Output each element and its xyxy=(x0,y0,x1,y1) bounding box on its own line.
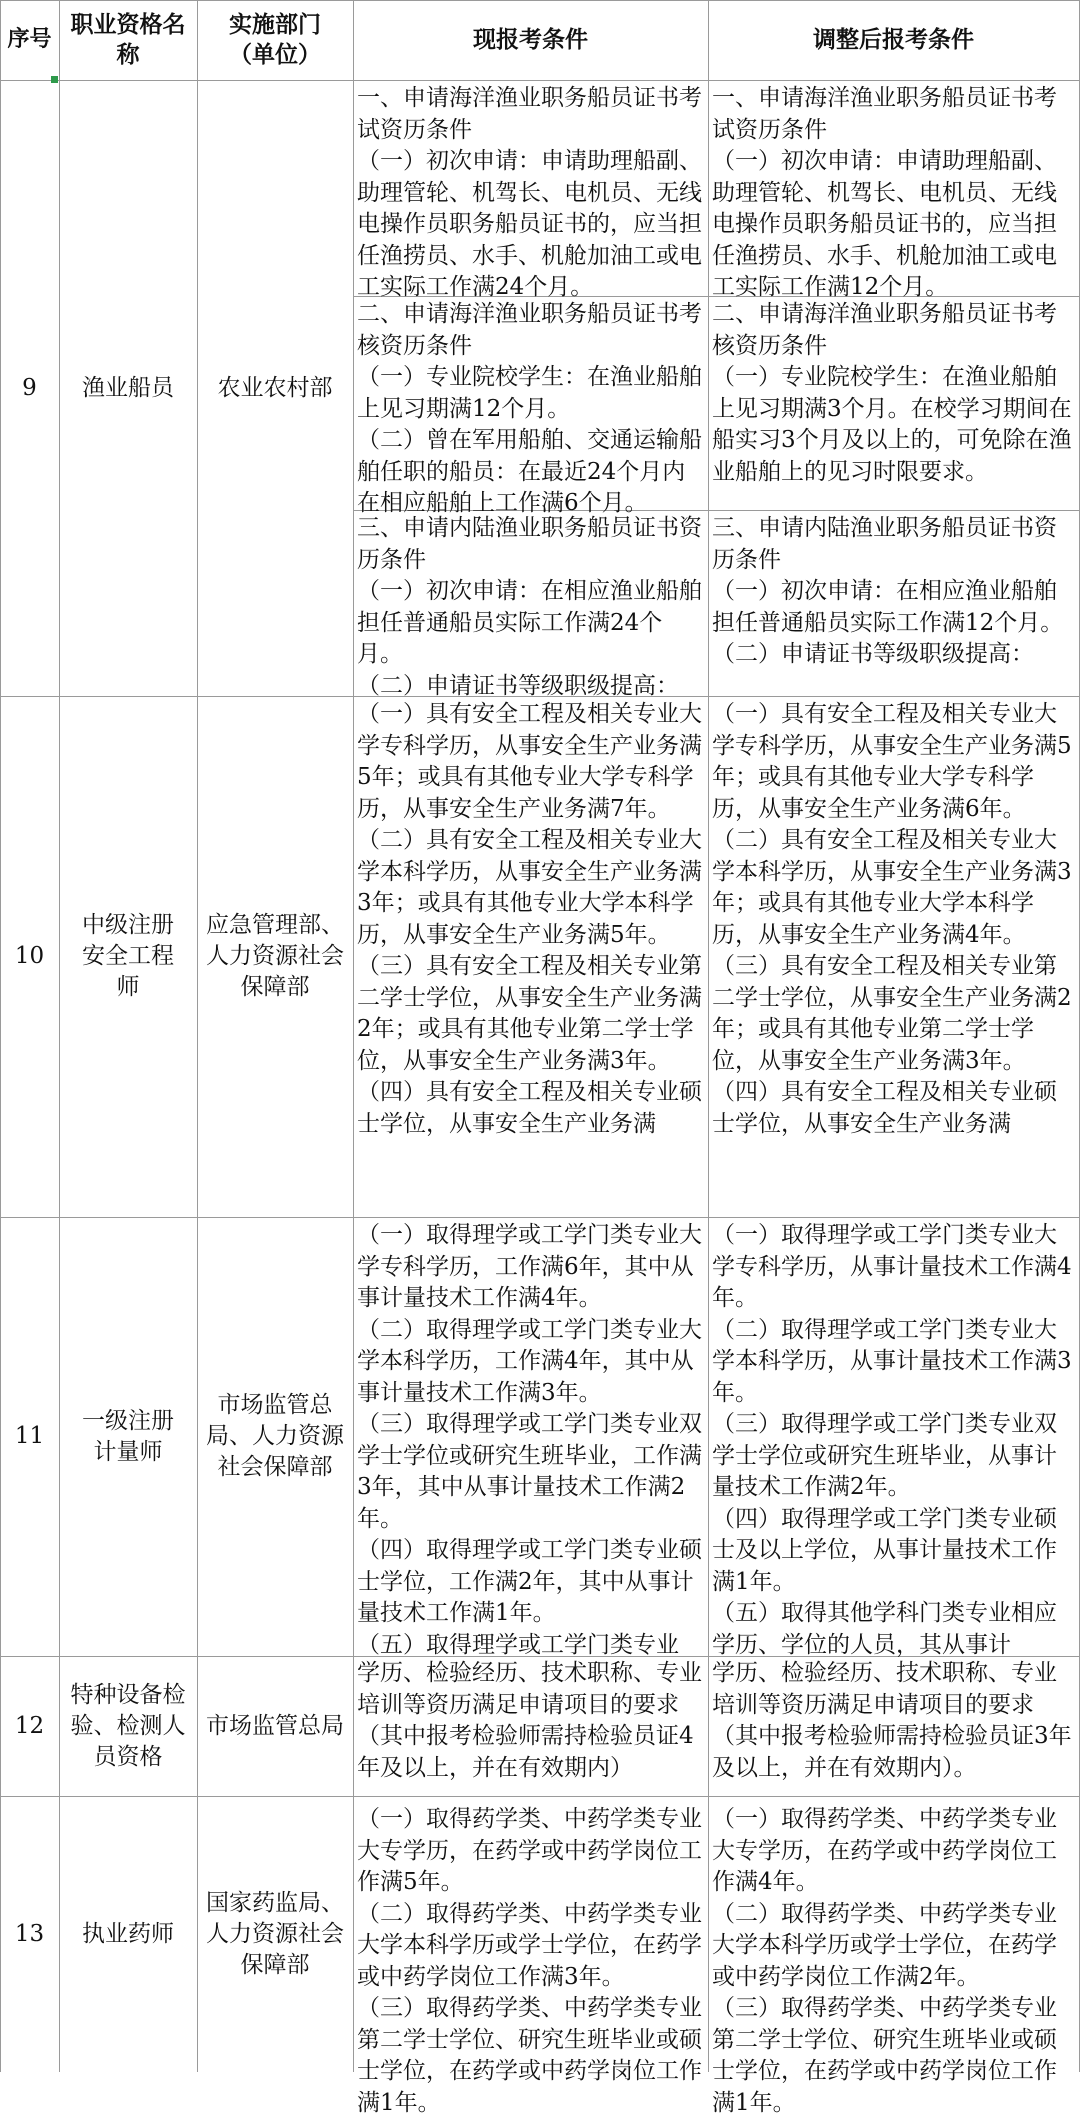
adjusted-conditions-cell xyxy=(708,1656,1079,1796)
condition-line: 学历、检验经历、技术职称、专业培训等资历满足申请项目的要求（其中报考检验师需持检验员证4年及以上，并在有效期内） xyxy=(357,1660,702,1781)
header-name: 职业资格名称 xyxy=(70,12,186,68)
current-conditions-cell xyxy=(353,510,708,699)
current-conditions-cell xyxy=(353,80,708,300)
header-adjusted: 调整后报考条件 xyxy=(813,27,974,53)
row-name: 特种设备检验、检测人员资格 xyxy=(70,1681,186,1770)
row-name: 中级注册安全工程师 xyxy=(82,912,174,1000)
condition-line: （五）取得理学或工学门类专业 xyxy=(357,1631,679,1658)
row-name: 执业药师 xyxy=(82,1920,174,1947)
condition-line: （一）取得药学类、中药学类专业大专学历，在药学或中药学岗位工作满5年。 xyxy=(357,1806,702,1895)
row-name: 一级注册计量师 xyxy=(82,1407,174,1465)
current-conditions-cell xyxy=(353,1656,708,1796)
row-dept: 应急管理部、人力资源社会保障部 xyxy=(206,912,344,1000)
adjusted-conditions-cell xyxy=(708,80,1079,300)
adjusted-conditions-cell xyxy=(708,1217,1079,1656)
row-name: 渔业船员 xyxy=(82,374,174,401)
condition-line: （三）取得药学类、中药学类专业第二学士学位、研究生班毕业或硕士学位，在药学或中药学岗位工作满1年。 xyxy=(357,1995,702,2116)
condition-line: （二）具有安全工程及相关专业大学本科学历，从事安全生产业务满3年；或具有其他专业大学本科学历，从事安全生产业务满5年。 xyxy=(357,827,702,948)
condition-line: 三、申请内陆渔业职务船员证书资历条件 xyxy=(357,515,702,573)
current-conditions-cell xyxy=(353,1796,708,2116)
condition-line: （一）取得理学或工学门类专业大学专科学历，工作满6年，其中从事计量技术工作满4年。 xyxy=(357,1222,702,1311)
condition-line: （二）取得理学或工学门类专业大学本科学历，从事计量技术工作满3年。 xyxy=(712,1316,1072,1406)
adjusted-conditions-cell xyxy=(708,696,1079,1217)
adjusted-conditions-cell xyxy=(708,510,1079,696)
condition-line: （三）具有安全工程及相关专业第二学士学位，从事安全生产业务满2年；或具有其他专业第二学士学位，从事安全生产业务满3年。 xyxy=(357,953,702,1074)
row-dept: 市场监管总局、人力资源社会保障部 xyxy=(206,1392,344,1480)
header-seq: 序号 xyxy=(7,27,52,52)
condition-line: （一）初次申请：在相应渔业船舶担任普通船员实际工作满24个月。 xyxy=(357,578,702,667)
condition-line: 一、申请海洋渔业职务船员证书考试资历条件 xyxy=(357,85,702,143)
condition-line: （四）取得理学或工学门类专业硕士学位，工作满2年，其中从事计量技术工作满1年。 xyxy=(357,1537,702,1626)
row-seq: 9 xyxy=(22,374,37,401)
row-dept: 国家药监局、人力资源社会保障部 xyxy=(206,1889,344,1978)
condition-line: （三）取得理学或工学门类专业双学士学位或研究生班毕业，从事计量技术工作满2年。 xyxy=(712,1411,1057,1500)
condition-line: （一）专业院校学生：在渔业船舶上见习期满12个月。 xyxy=(357,364,702,422)
row-seq: 13 xyxy=(14,1920,45,1947)
condition-line: （一）专业院校学生：在渔业船舶上见习期满3个月。在校学习期间在船实习3个月及以上的，可免除在渔业船舶上的见习时限要求。 xyxy=(712,364,1072,485)
condition-line: （一）具有安全工程及相关专业大学专科学历，从事安全生产业务满5年；或具有其他专业大学专科学历，从事安全生产业务满6年。 xyxy=(712,701,1072,822)
condition-line: （三）具有安全工程及相关专业第二学士学位，从事安全生产业务满2年；或具有其他专业第二学士学位，从事安全生产业务满3年。 xyxy=(712,953,1072,1074)
condition-line: （二）具有安全工程及相关专业大学本科学历，从事安全生产业务满3年；或具有其他专业大学本科学历，从事安全生产业务满4年。 xyxy=(712,827,1072,948)
condition-line: （一）取得理学或工学门类专业大学专科学历，从事计量技术工作满4年。 xyxy=(712,1222,1072,1311)
condition-line: 二、申请海洋渔业职务船员证书考核资历条件 xyxy=(712,301,1057,359)
condition-line: （二）取得药学类、中药学类专业大学本科学历或学士学位，在药学或中药学岗位工作满3年。 xyxy=(357,1900,702,1990)
header-current: 现报考条件 xyxy=(473,27,588,53)
condition-line: （二）曾在军用船舶、交通运输船舶任职的船员：在最近24个月内在相应船舶上工作满6个月。 xyxy=(357,427,702,516)
current-conditions-cell xyxy=(353,1217,708,1656)
condition-line: （一）初次申请：申请助理船副、助理管轮、机驾长、电机员、无线电操作员职务船员证书的，应当担任渔捞员、水手、机舱加油工或电工实际工作满24个月。 xyxy=(357,148,702,300)
condition-line: 一、申请海洋渔业职务船员证书考试资历条件 xyxy=(712,85,1057,143)
condition-line: （四）取得理学或工学门类专业硕士及以上学位，从事计量技术工作满1年。 xyxy=(712,1505,1057,1595)
condition-line: 二、申请海洋渔业职务船员证书考核资历条件 xyxy=(357,301,702,359)
condition-line: （四）具有安全工程及相关专业硕士学位，从事安全生产业务满 xyxy=(712,1079,1057,1137)
condition-line: （一）初次申请：申请助理船副、助理管轮、机驾长、电机员、无线电操作员职务船员证书的，应当担任渔捞员、水手、机舱加油工或电工实际工作满12个月。 xyxy=(712,148,1057,300)
header-dept: 实施部门（单位） xyxy=(229,12,321,68)
condition-line: （二）申请证书等级职级提高： xyxy=(712,641,1034,667)
condition-line: （五）取得其他学科门类专业相应学历、学位的人员，其从事计 xyxy=(712,1600,1057,1658)
row-seq: 11 xyxy=(14,1423,45,1449)
adjusted-conditions-cell xyxy=(708,296,1079,510)
condition-line: （二）取得药学类、中药学类专业大学本科学历或学士学位，在药学或中药学岗位工作满2年。 xyxy=(712,1900,1057,1990)
current-conditions-cell xyxy=(353,696,708,1217)
current-conditions-cell xyxy=(353,296,708,516)
condition-line: （一）取得药学类、中药学类专业大专学历，在药学或中药学岗位工作满4年。 xyxy=(712,1806,1057,1895)
condition-line: （二）取得理学或工学门类专业大学本科学历，工作满4年，其中从事计量技术工作满3年。 xyxy=(357,1316,702,1406)
row-dept: 农业农村部 xyxy=(217,374,333,401)
condition-line: （三）取得药学类、中药学类专业第二学士学位、研究生班毕业或硕士学位，在药学或中药学岗位工作满1年。 xyxy=(712,1995,1057,2116)
adjusted-conditions-cell xyxy=(708,1796,1079,2116)
row-seq: 10 xyxy=(14,943,45,969)
condition-line: 三、申请内陆渔业职务船员证书资历条件 xyxy=(712,515,1057,573)
condition-line: （一）具有安全工程及相关专业大学专科学历，从事安全生产业务满5年；或具有其他专业大学专科学历，从事安全生产业务满7年。 xyxy=(357,701,702,822)
condition-line: 学历、检验经历、技术职称、专业培训等资历满足申请项目的要求（其中报考检验师需持检验员证3年及以上，并在有效期内）。 xyxy=(712,1660,1072,1781)
row-seq: 12 xyxy=(14,1712,45,1739)
condition-line: （三）取得理学或工学门类专业双学士学位或研究生班毕业，工作满3年，其中从事计量技术工作满2年。 xyxy=(357,1411,702,1532)
condition-line: （四）具有安全工程及相关专业硕士学位，从事安全生产业务满 xyxy=(357,1079,702,1137)
condition-line: （一）初次申请：在相应渔业船舶担任普通船员实际工作满12个月。 xyxy=(712,578,1064,636)
row-dept: 市场监管总局 xyxy=(206,1712,344,1739)
condition-line: （二）申请证书等级职级提高： xyxy=(357,672,679,699)
